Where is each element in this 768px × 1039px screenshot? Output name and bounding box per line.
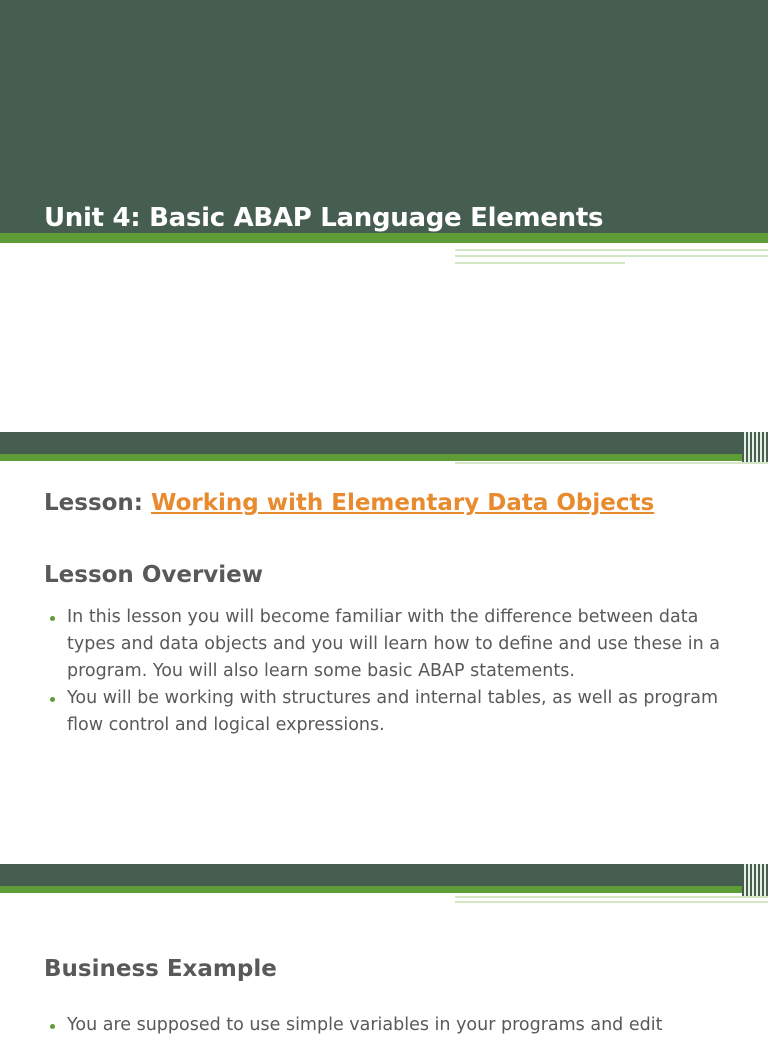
lesson-title-link[interactable]: Working with Elementary Data Objects bbox=[151, 490, 655, 516]
decorative-line bbox=[455, 901, 768, 903]
title-band bbox=[0, 0, 768, 233]
header-green-rule bbox=[0, 886, 768, 893]
decorative-line bbox=[455, 249, 768, 251]
title-green-rule bbox=[0, 233, 768, 243]
unit-title: Unit 4: Basic ABAP Language Elements bbox=[44, 203, 604, 233]
decorative-stripes bbox=[742, 432, 768, 464]
decorative-stripes bbox=[742, 864, 768, 896]
decorative-line bbox=[455, 255, 768, 257]
lesson-slide bbox=[0, 432, 768, 864]
list-item: You will be working with structures and internal tables, as well as program flow control and logical expressions. bbox=[44, 685, 734, 739]
title-slide bbox=[0, 0, 768, 432]
overview-bullet-list bbox=[44, 604, 734, 739]
decorative-line bbox=[455, 262, 625, 264]
business-example-slide bbox=[0, 864, 768, 1035]
list-item: In this lesson you will become familiar with the difference between data types and data objects and you will learn how to define and use these in a program. You will also learn some basic ABAP statements. bbox=[44, 604, 734, 685]
decorative-line bbox=[455, 462, 768, 464]
overview-heading: Lesson Overview bbox=[44, 562, 264, 588]
business-bullet-list bbox=[44, 1012, 734, 1039]
header-green-rule bbox=[0, 454, 768, 461]
list-item: You are supposed to use simple variables in your programs and edit bbox=[44, 1012, 734, 1039]
lesson-label: Lesson: bbox=[44, 490, 152, 516]
header-strip bbox=[0, 864, 768, 886]
lesson-heading bbox=[44, 490, 654, 516]
header-strip bbox=[0, 432, 768, 454]
business-example-heading: Business Example bbox=[44, 956, 277, 982]
decorative-line bbox=[455, 896, 768, 898]
